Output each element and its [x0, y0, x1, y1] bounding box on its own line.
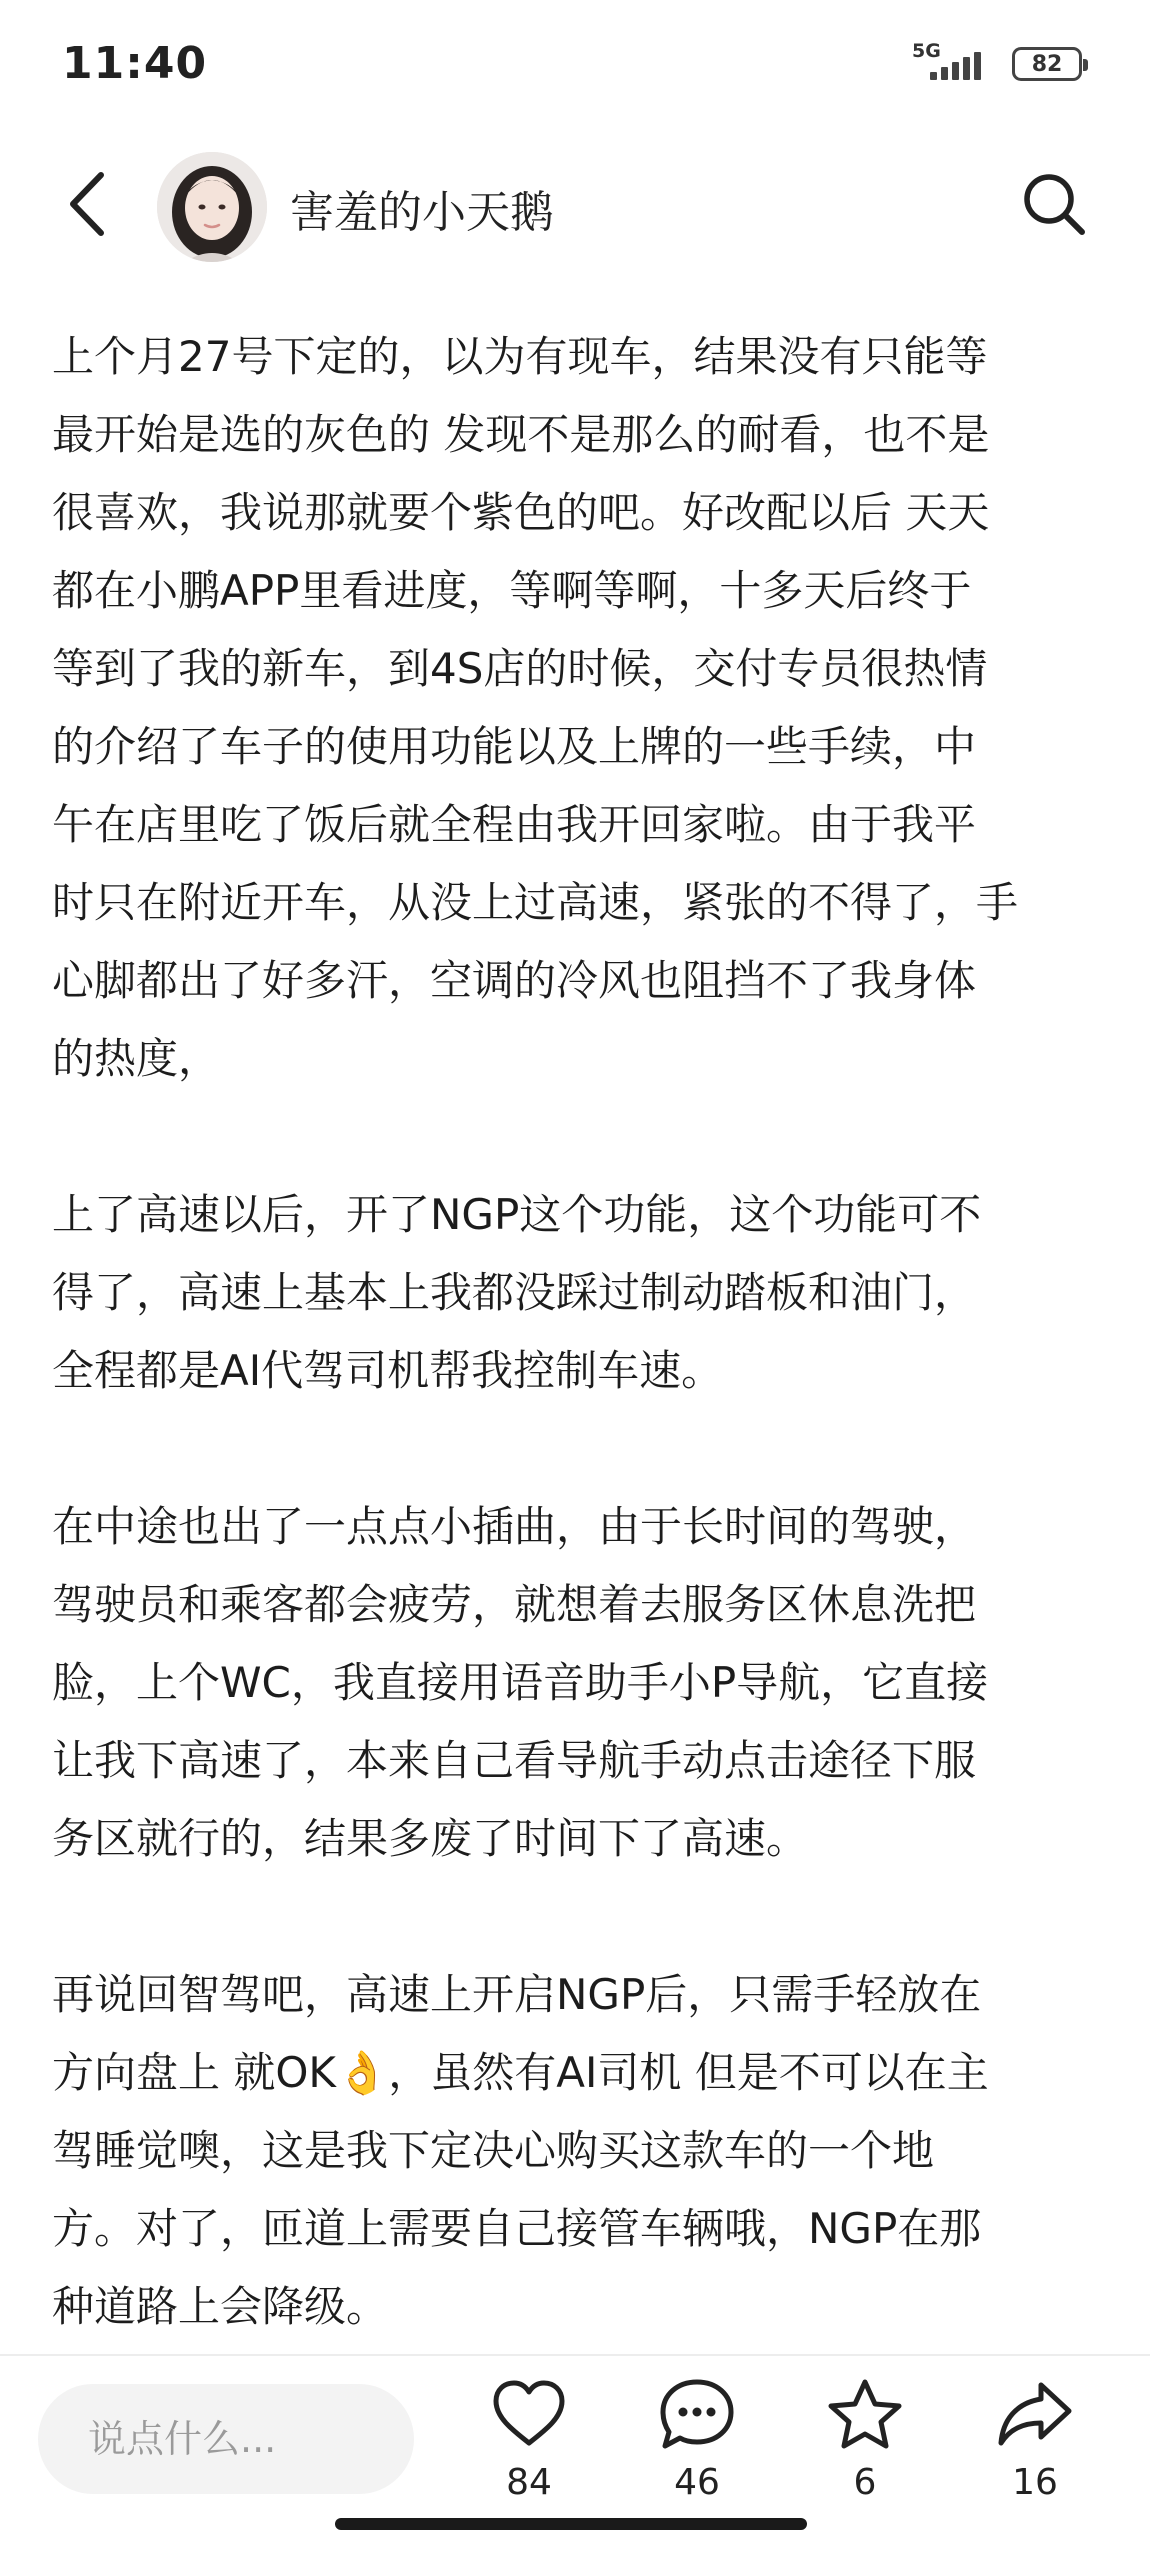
favorite-button[interactable]: [800, 2374, 930, 2524]
comment-bubble-icon: [657, 2376, 737, 2452]
comment-input[interactable]: [38, 2384, 414, 2494]
status-bar: [0, 0, 1150, 130]
home-indicator[interactable]: [335, 2518, 807, 2530]
comment-icon-wrap: [632, 2374, 762, 2454]
battery-level: 82: [1031, 51, 1063, 77]
status-indicators: [912, 40, 1082, 84]
like-button[interactable]: [464, 2374, 594, 2524]
chevron-left-icon: [65, 171, 109, 237]
post-header: [0, 140, 1150, 270]
post-paragraph: 在中途也出了一点点小插曲，由于长时间的驾驶， 驾驶员和乘客都会疲劳，就想着去服务区休息洗把 脸，上个WC，我直接用语音助手小P导航，它直接 让我下高速了，本来自己看导航手动点击途径下服 务区就行的，结果多废了时间下了高速。: [52, 1502, 989, 1863]
share-count: 16: [1012, 2462, 1058, 2503]
paragraph-gap: [52, 1878, 1102, 1956]
share-arrow-icon: [995, 2379, 1075, 2449]
cellular-signal-icon: [912, 40, 990, 84]
search-icon: [1020, 170, 1088, 238]
like-count: 84: [506, 2462, 552, 2503]
share-button[interactable]: [970, 2374, 1100, 2524]
post-paragraph: 上了高速以后，开了NGP这个功能，这个功能可不 得了，高速上基本上我都没踩过制动踏板和油门， 全程都是AI代驾司机帮我控制车速。: [52, 1190, 982, 1395]
network-type: 5G: [912, 40, 941, 62]
status-time: 11:40: [62, 38, 208, 89]
post-paragraph: 再说回智驾吧，高速上开启NGP后，只需手轻放在 方向盘上 就OK👌，虽然有AI司机 但是不可以在主 驾睡觉噢，这是我下定决心购买这款车的一个地 方。对了，匝道上需要自己接管车辆哦，NGP在那 种道路上会降级。: [52, 1970, 989, 2331]
post-paragraph: 上个月27号下定的，以为有现车，结果没有只能等 最开始是选的灰色的 发现不是那么的耐看，也不是 很喜欢，我说那就要个紫色的吧。好改配以后 天天 都在小鹏APP里看进度，等啊等啊，十多天后终于 等到了我的新车，到4S店的时候，交付专员很热情 的介绍了车子的使用功能以及上牌的一些手续，中 午在店里吃了饭后就全程由我开回家啦。由于我平 时只在附近开车，从没上过高速，紧张的不得了，手 心脚都出了好多汗，空调的冷风也阻挡不了我身体 的热度，: [52, 332, 1019, 1083]
star-icon: [826, 2377, 904, 2451]
comment-count: 46: [674, 2462, 720, 2503]
favorite-icon-wrap: [800, 2374, 930, 2454]
signal-bars: [926, 52, 981, 80]
share-icon-wrap: [970, 2374, 1100, 2454]
paragraph-gap: [52, 1098, 1102, 1176]
search-button[interactable]: [1014, 164, 1094, 244]
battery-icon: [1012, 47, 1082, 81]
avatar[interactable]: [157, 152, 267, 262]
paragraph-gap: [52, 1410, 1102, 1488]
author-name[interactable]: 害羞的小天鹅: [290, 187, 554, 238]
like-icon-wrap: [464, 2374, 594, 2454]
back-button[interactable]: [52, 168, 122, 240]
avatar-portrait: [157, 152, 267, 262]
heart-icon: [491, 2379, 567, 2449]
favorite-count: 6: [853, 2462, 877, 2503]
post-body: [52, 318, 1102, 2346]
comment-button[interactable]: [632, 2374, 762, 2524]
